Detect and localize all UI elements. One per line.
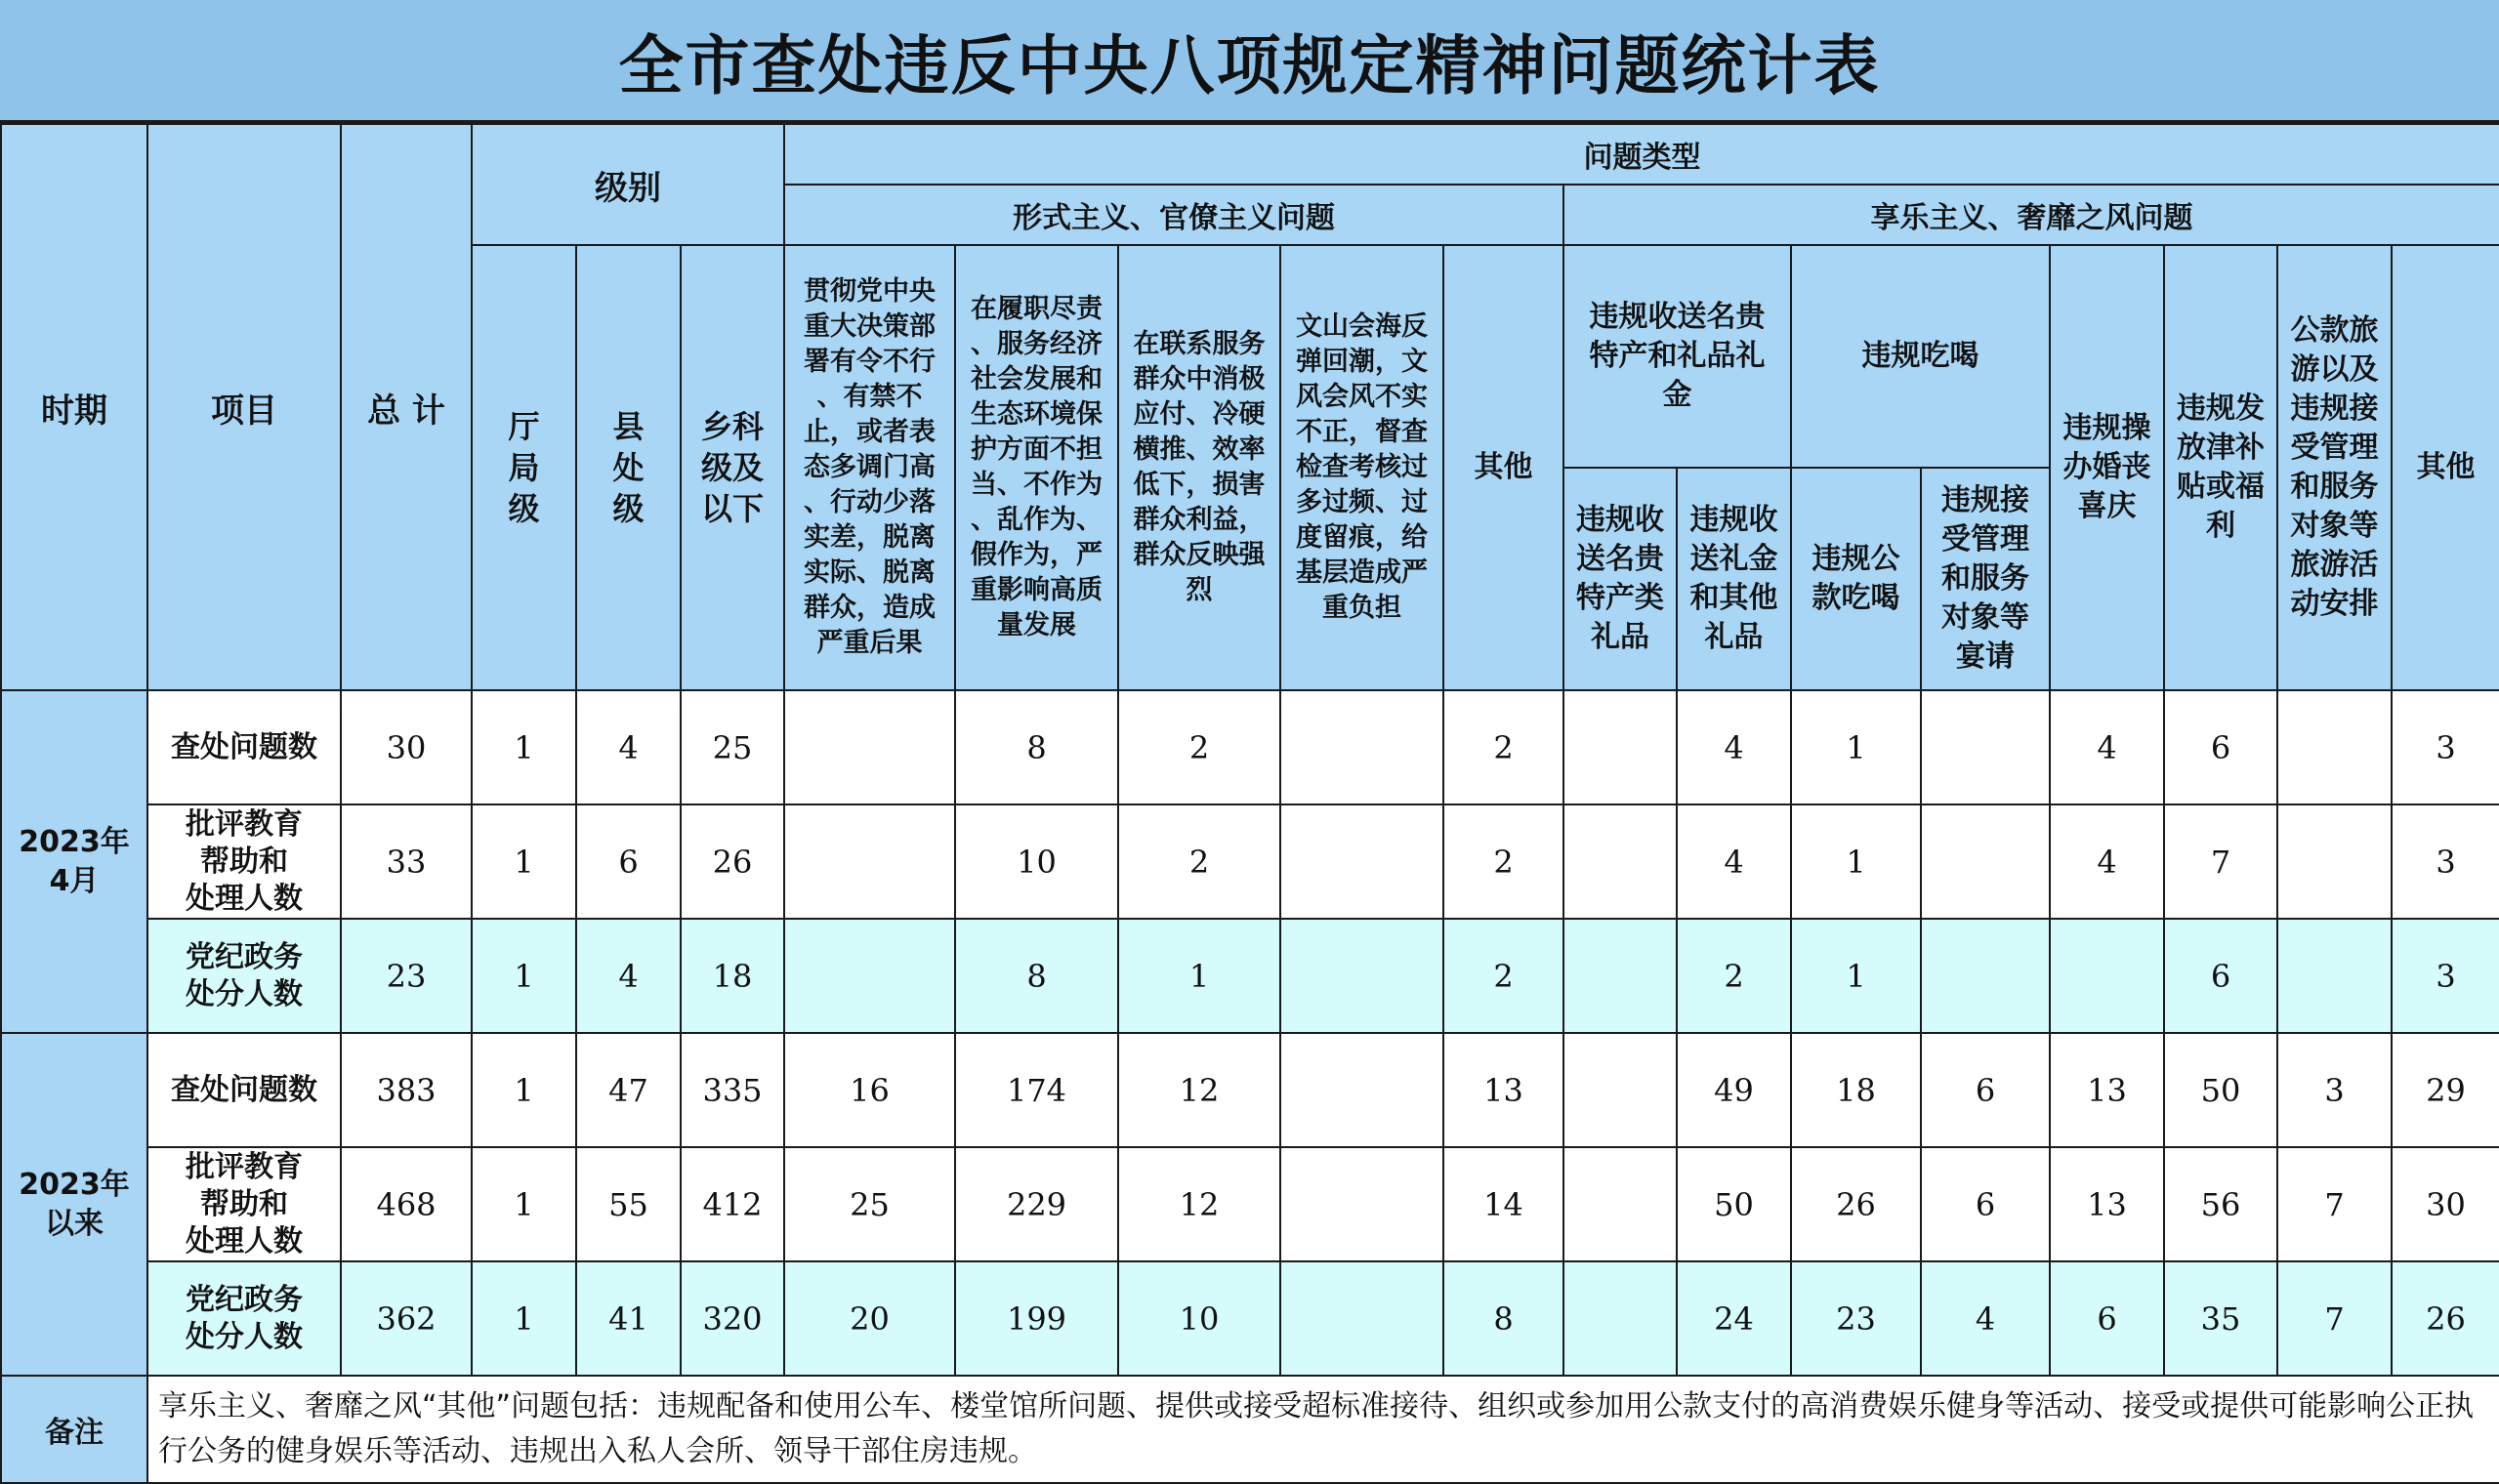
value-cell: 4 bbox=[576, 919, 681, 1033]
value-cell: 4 bbox=[576, 690, 681, 804]
header-formalism-2: 在履职尽责 、服务经济 社会发展和 生态环境保 护方面不担 当、不作为 、乱作为、 假作为，严 重影响高质 量发展 bbox=[955, 245, 1118, 690]
table-row bbox=[1, 804, 2499, 919]
value-cell: 30 bbox=[2392, 1147, 2499, 1261]
header-problem-type: 问题类型 bbox=[784, 124, 2499, 185]
value-cell: 468 bbox=[341, 1147, 472, 1261]
header-eat-1: 违规公 款吃喝 bbox=[1791, 468, 1921, 690]
value-cell: 6 bbox=[2164, 919, 2277, 1033]
value-cell: 3 bbox=[2277, 1033, 2392, 1147]
value-cell bbox=[1280, 1033, 1443, 1147]
value-cell: 4 bbox=[1921, 1261, 2050, 1376]
value-cell: 18 bbox=[1791, 1033, 1921, 1147]
item-cell: 党纪政务 处分人数 bbox=[147, 1261, 341, 1376]
value-cell: 14 bbox=[1443, 1147, 1563, 1261]
value-cell: 30 bbox=[341, 690, 472, 804]
header-hedonism: 享乐主义、奢靡之风问题 bbox=[1563, 185, 2499, 245]
value-cell bbox=[2277, 919, 2392, 1033]
value-cell bbox=[1563, 690, 1677, 804]
table-row bbox=[1, 690, 2499, 804]
value-cell: 199 bbox=[955, 1261, 1118, 1376]
value-cell: 2 bbox=[1677, 919, 1791, 1033]
value-cell: 7 bbox=[2164, 804, 2277, 919]
value-cell: 23 bbox=[1791, 1261, 1921, 1376]
value-cell: 41 bbox=[576, 1261, 681, 1376]
value-cell: 362 bbox=[341, 1261, 472, 1376]
value-cell: 7 bbox=[2277, 1147, 2392, 1261]
value-cell bbox=[1921, 919, 2050, 1033]
value-cell: 6 bbox=[2050, 1261, 2164, 1376]
value-cell: 1 bbox=[472, 919, 576, 1033]
value-cell: 33 bbox=[341, 804, 472, 919]
period-cell: 2023年 以来 bbox=[1, 1033, 147, 1376]
value-cell: 320 bbox=[681, 1261, 784, 1376]
value-cell: 55 bbox=[576, 1147, 681, 1261]
value-cell bbox=[1280, 1261, 1443, 1376]
header-formalism: 形式主义、官僚主义问题 bbox=[784, 185, 1563, 245]
header-travel: 公款旅 游以及 违规接 受管理 和服务 对象等 旅游活 动安排 bbox=[2277, 245, 2392, 690]
value-cell bbox=[1563, 804, 1677, 919]
value-cell: 1 bbox=[1791, 804, 1921, 919]
value-cell: 4 bbox=[1677, 804, 1791, 919]
value-cell: 1 bbox=[1118, 919, 1280, 1033]
value-cell bbox=[1563, 919, 1677, 1033]
value-cell: 10 bbox=[1118, 1261, 1280, 1376]
value-cell: 412 bbox=[681, 1147, 784, 1261]
header-wedding: 违规操 办婚丧 喜庆 bbox=[2050, 245, 2164, 690]
value-cell: 2 bbox=[1118, 804, 1280, 919]
value-cell: 383 bbox=[341, 1033, 472, 1147]
value-cell: 1 bbox=[1791, 690, 1921, 804]
value-cell: 4 bbox=[1677, 690, 1791, 804]
value-cell: 23 bbox=[341, 919, 472, 1033]
item-cell: 批评教育 帮助和 处理人数 bbox=[147, 1147, 341, 1261]
value-cell: 29 bbox=[2392, 1033, 2499, 1147]
header-period: 时期 bbox=[1, 124, 147, 690]
header-gift-2: 违规收 送礼金 和其他 礼品 bbox=[1677, 468, 1791, 690]
value-cell: 229 bbox=[955, 1147, 1118, 1261]
value-cell bbox=[1563, 1261, 1677, 1376]
value-cell: 3 bbox=[2392, 690, 2499, 804]
value-cell bbox=[2050, 919, 2164, 1033]
value-cell: 1 bbox=[472, 690, 576, 804]
value-cell: 10 bbox=[955, 804, 1118, 919]
header-level-xian: 县 处 级 bbox=[576, 245, 681, 690]
value-cell: 26 bbox=[1791, 1147, 1921, 1261]
value-cell: 26 bbox=[2392, 1261, 2499, 1376]
value-cell: 47 bbox=[576, 1033, 681, 1147]
value-cell: 2 bbox=[1118, 690, 1280, 804]
value-cell bbox=[784, 804, 955, 919]
value-cell bbox=[1563, 1033, 1677, 1147]
value-cell bbox=[1563, 1147, 1677, 1261]
item-cell: 批评教育 帮助和 处理人数 bbox=[147, 804, 341, 919]
value-cell: 24 bbox=[1677, 1261, 1791, 1376]
value-cell bbox=[1280, 690, 1443, 804]
value-cell: 8 bbox=[1443, 1261, 1563, 1376]
table-row bbox=[1, 1147, 2499, 1261]
value-cell bbox=[1921, 804, 2050, 919]
value-cell: 6 bbox=[1921, 1147, 2050, 1261]
value-cell bbox=[1280, 1147, 1443, 1261]
item-cell: 查处问题数 bbox=[147, 690, 341, 804]
value-cell: 8 bbox=[955, 690, 1118, 804]
value-cell: 18 bbox=[681, 919, 784, 1033]
value-cell: 20 bbox=[784, 1261, 955, 1376]
header-item: 项目 bbox=[147, 124, 341, 690]
value-cell: 1 bbox=[1791, 919, 1921, 1033]
header-eat-2: 违规接 受管理 和服务 对象等 宴请 bbox=[1921, 468, 2050, 690]
value-cell: 2 bbox=[1443, 690, 1563, 804]
header-allowance: 违规发 放津补 贴或福 利 bbox=[2164, 245, 2277, 690]
value-cell: 6 bbox=[576, 804, 681, 919]
value-cell: 3 bbox=[2392, 919, 2499, 1033]
value-cell: 3 bbox=[2392, 804, 2499, 919]
value-cell: 4 bbox=[2050, 804, 2164, 919]
value-cell bbox=[2277, 804, 2392, 919]
value-cell: 7 bbox=[2277, 1261, 2392, 1376]
header-eat: 违规吃喝 bbox=[1791, 245, 2050, 468]
value-cell bbox=[1280, 804, 1443, 919]
note-text: 享乐主义、奢靡之风“其他”问题包括：违规配备和使用公车、楼堂馆所问题、提供或接受超标准接待、组织或参加用公款支付的高消费娱乐健身等活动、接受或提供可能影响公正执行公务的健身娱乐等活动、违规出入私人会所、领导干部住房违规。 bbox=[147, 1376, 2499, 1483]
value-cell bbox=[1280, 919, 1443, 1033]
value-cell: 56 bbox=[2164, 1147, 2277, 1261]
value-cell: 1 bbox=[472, 1033, 576, 1147]
header-formalism-other: 其他 bbox=[1443, 245, 1563, 690]
note-row bbox=[1, 1376, 2499, 1483]
value-cell: 2 bbox=[1443, 919, 1563, 1033]
header-formalism-3: 在联系服务 群众中消极 应付、冷硬 横推、效率 低下，损害 群众利益， 群众反映强 烈 bbox=[1118, 245, 1280, 690]
value-cell: 2 bbox=[1443, 804, 1563, 919]
header-level-ting: 厅 局 级 bbox=[472, 245, 576, 690]
value-cell: 4 bbox=[2050, 690, 2164, 804]
value-cell bbox=[2277, 690, 2392, 804]
value-cell: 1 bbox=[472, 1147, 576, 1261]
statistics-table bbox=[0, 123, 2499, 1484]
period-cell: 2023年 4月 bbox=[1, 690, 147, 1033]
value-cell: 25 bbox=[784, 1147, 955, 1261]
table-row bbox=[1, 1261, 2499, 1376]
header-level-xiang: 乡科 级及 以下 bbox=[681, 245, 784, 690]
value-cell bbox=[784, 919, 955, 1033]
note-label: 备注 bbox=[1, 1376, 147, 1483]
item-cell: 党纪政务 处分人数 bbox=[147, 919, 341, 1033]
value-cell: 26 bbox=[681, 804, 784, 919]
header-hedonism-other: 其他 bbox=[2392, 245, 2499, 690]
value-cell: 8 bbox=[955, 919, 1118, 1033]
value-cell: 49 bbox=[1677, 1033, 1791, 1147]
value-cell: 174 bbox=[955, 1033, 1118, 1147]
table-row bbox=[1, 1033, 2499, 1147]
value-cell: 12 bbox=[1118, 1033, 1280, 1147]
value-cell: 50 bbox=[2164, 1033, 2277, 1147]
sheet-title: 全市查处违反中央八项规定精神问题统计表 bbox=[0, 0, 2499, 123]
header-total: 总 计 bbox=[341, 124, 472, 690]
header-gift-1: 违规收 送名贵 特产类 礼品 bbox=[1563, 468, 1677, 690]
value-cell: 335 bbox=[681, 1033, 784, 1147]
value-cell: 13 bbox=[2050, 1147, 2164, 1261]
value-cell: 13 bbox=[2050, 1033, 2164, 1147]
header-gift: 违规收送名贵 特产和礼品礼 金 bbox=[1563, 245, 1791, 468]
value-cell: 1 bbox=[472, 1261, 576, 1376]
header-level: 级别 bbox=[472, 124, 784, 245]
value-cell: 35 bbox=[2164, 1261, 2277, 1376]
header-formalism-4: 文山会海反 弹回潮，文 风会风不实 不正，督查 检查考核过 多过频、过 度留痕，给 基层造成严 重负担 bbox=[1280, 245, 1443, 690]
table-row bbox=[1, 919, 2499, 1033]
value-cell bbox=[784, 690, 955, 804]
value-cell: 13 bbox=[1443, 1033, 1563, 1147]
value-cell bbox=[1921, 690, 2050, 804]
item-cell: 查处问题数 bbox=[147, 1033, 341, 1147]
value-cell: 16 bbox=[784, 1033, 955, 1147]
value-cell: 6 bbox=[1921, 1033, 2050, 1147]
value-cell: 6 bbox=[2164, 690, 2277, 804]
value-cell: 1 bbox=[472, 804, 576, 919]
value-cell: 25 bbox=[681, 690, 784, 804]
value-cell: 50 bbox=[1677, 1147, 1791, 1261]
header-formalism-1: 贯彻党中央 重大决策部 署有令不行 、有禁不 止，或者表 态多调门高 、行动少落 实差，脱离 实际、脱离 群众，造成 严重后果 bbox=[784, 245, 955, 690]
value-cell: 12 bbox=[1118, 1147, 1280, 1261]
